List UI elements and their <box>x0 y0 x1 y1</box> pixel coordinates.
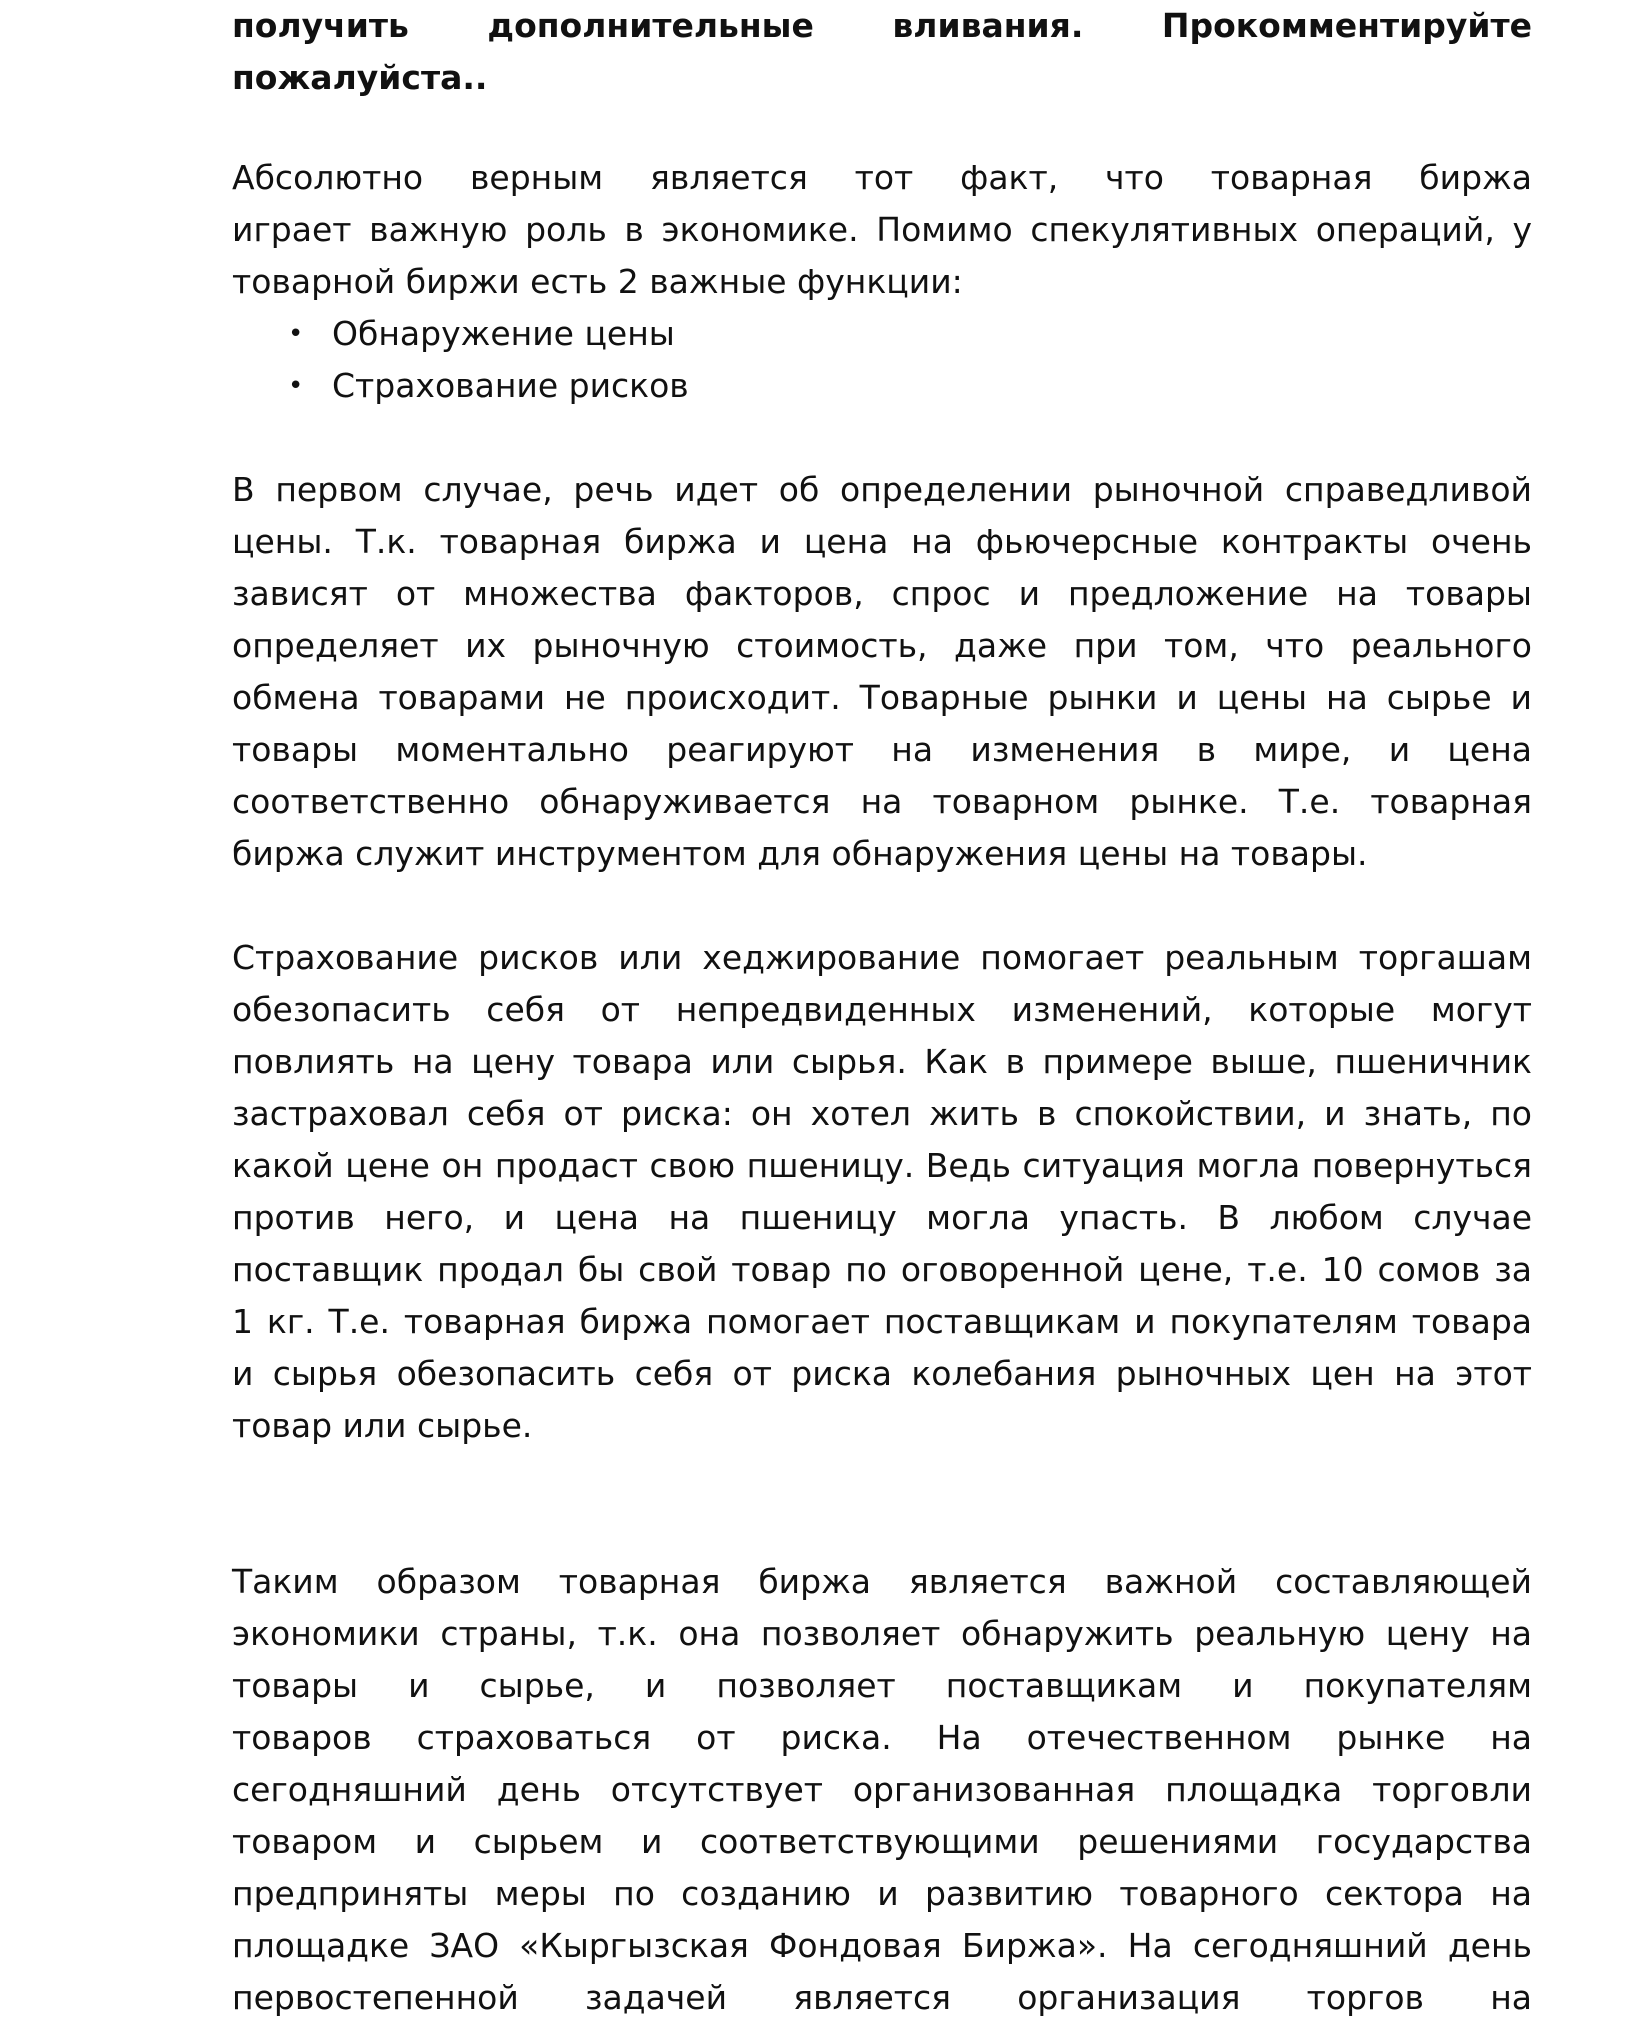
paragraph-line: зависят от множества факторов, спрос и предложение на товары <box>232 574 1532 613</box>
paragraph-line: 1 кг. Т.е. товарная биржа помогает поставщикам и покупателям товара <box>232 1302 1532 1341</box>
paragraph-line: товарной биржи есть 2 важные функции: <box>232 262 963 301</box>
paragraph-line: товары моментально реагируют на изменения в мире, и цена <box>232 730 1532 769</box>
question-line-1: получить дополнительные вливания. Прокомментируйте <box>232 6 1532 45</box>
paragraph-line: первостепенной задачей является организация торгов на <box>232 1978 1532 2017</box>
list-item-text: Страхование рисков <box>332 366 689 405</box>
question-block <box>232 0 1532 52</box>
paragraph-line: против него, и цена на пшеницу могла упасть. В любом случае <box>232 1198 1532 1237</box>
list-item <box>232 360 1532 412</box>
paragraph-conclusion <box>232 1556 1532 2024</box>
paragraph-line: соответственно обнаруживается на товарном рынке. Т.е. товарная <box>232 782 1532 821</box>
paragraph-line: и сырья обезопасить себя от риска колебания рыночных цен на этот <box>232 1354 1532 1393</box>
paragraph-line: экономики страны, т.к. она позволяет обнаружить реальную цену на <box>232 1614 1532 1653</box>
paragraph-line: товаром и сырьем и соответствующими решениями государства <box>232 1822 1532 1861</box>
paragraph-line: Страхование рисков или хеджирование помогает реальным торгашам <box>232 938 1532 977</box>
bullet-icon: • <box>288 371 304 401</box>
functions-list <box>232 308 1532 412</box>
paragraph-line: Таким образом товарная биржа является важной составляющей <box>232 1562 1532 1601</box>
paragraph-hedging <box>232 932 1532 1452</box>
paragraph-line: повлиять на цену товара или сырья. Как в примере выше, пшеничник <box>232 1042 1532 1081</box>
paragraph-line: сегодняшний день отсутствует организованная площадка торговли <box>232 1770 1532 1809</box>
paragraph-price-discovery <box>232 464 1532 880</box>
paragraph-line: поставщик продал бы свой товар по оговоренной цене, т.е. 10 сомов за <box>232 1250 1532 1289</box>
paragraph-line: обезопасить себя от непредвиденных изменений, которые могут <box>232 990 1532 1029</box>
paragraph-line: определяет их рыночную стоимость, даже при том, что реального <box>232 626 1532 665</box>
question-line-2: пожалуйста.. <box>232 58 488 97</box>
bullet-icon: • <box>288 319 304 349</box>
paragraph-line: играет важную роль в экономике. Помимо спекулятивных операций, у <box>232 210 1532 249</box>
paragraph-line: В первом случае, речь идет об определении рыночной справедливой <box>232 470 1532 509</box>
list-item <box>232 308 1532 360</box>
paragraph-intro <box>232 152 1532 308</box>
question-block-end <box>232 52 1532 104</box>
paragraph-line: застраховал себя от риска: он хотел жить в спокойствии, и знать, по <box>232 1094 1532 1133</box>
paragraph-line: цены. Т.к. товарная биржа и цена на фьючерсные контракты очень <box>232 522 1532 561</box>
list-item-text: Обнаружение цены <box>332 314 675 353</box>
paragraph-line: какой цене он продаст свою пшеницу. Ведь ситуация могла повернуться <box>232 1146 1532 1185</box>
paragraph-line: товар или сырье. <box>232 1406 533 1445</box>
paragraph-line: товары и сырье, и позволяет поставщикам и покупателям <box>232 1666 1532 1705</box>
paragraph-line: товаров страховаться от риска. На отечественном рынке на <box>232 1718 1532 1757</box>
paragraph-line: предприняты меры по созданию и развитию товарного сектора на <box>232 1874 1532 1913</box>
paragraph-line: биржа служит инструментом для обнаружения цены на товары. <box>232 834 1368 873</box>
paragraph-line: площадке ЗАО «Кыргызская Фондовая Биржа». На сегодняшний день <box>232 1926 1532 1965</box>
paragraph-line: обмена товарами не происходит. Товарные рынки и цены на сырье и <box>232 678 1532 717</box>
paragraph-line: Абсолютно верным является тот факт, что товарная биржа <box>232 158 1532 197</box>
